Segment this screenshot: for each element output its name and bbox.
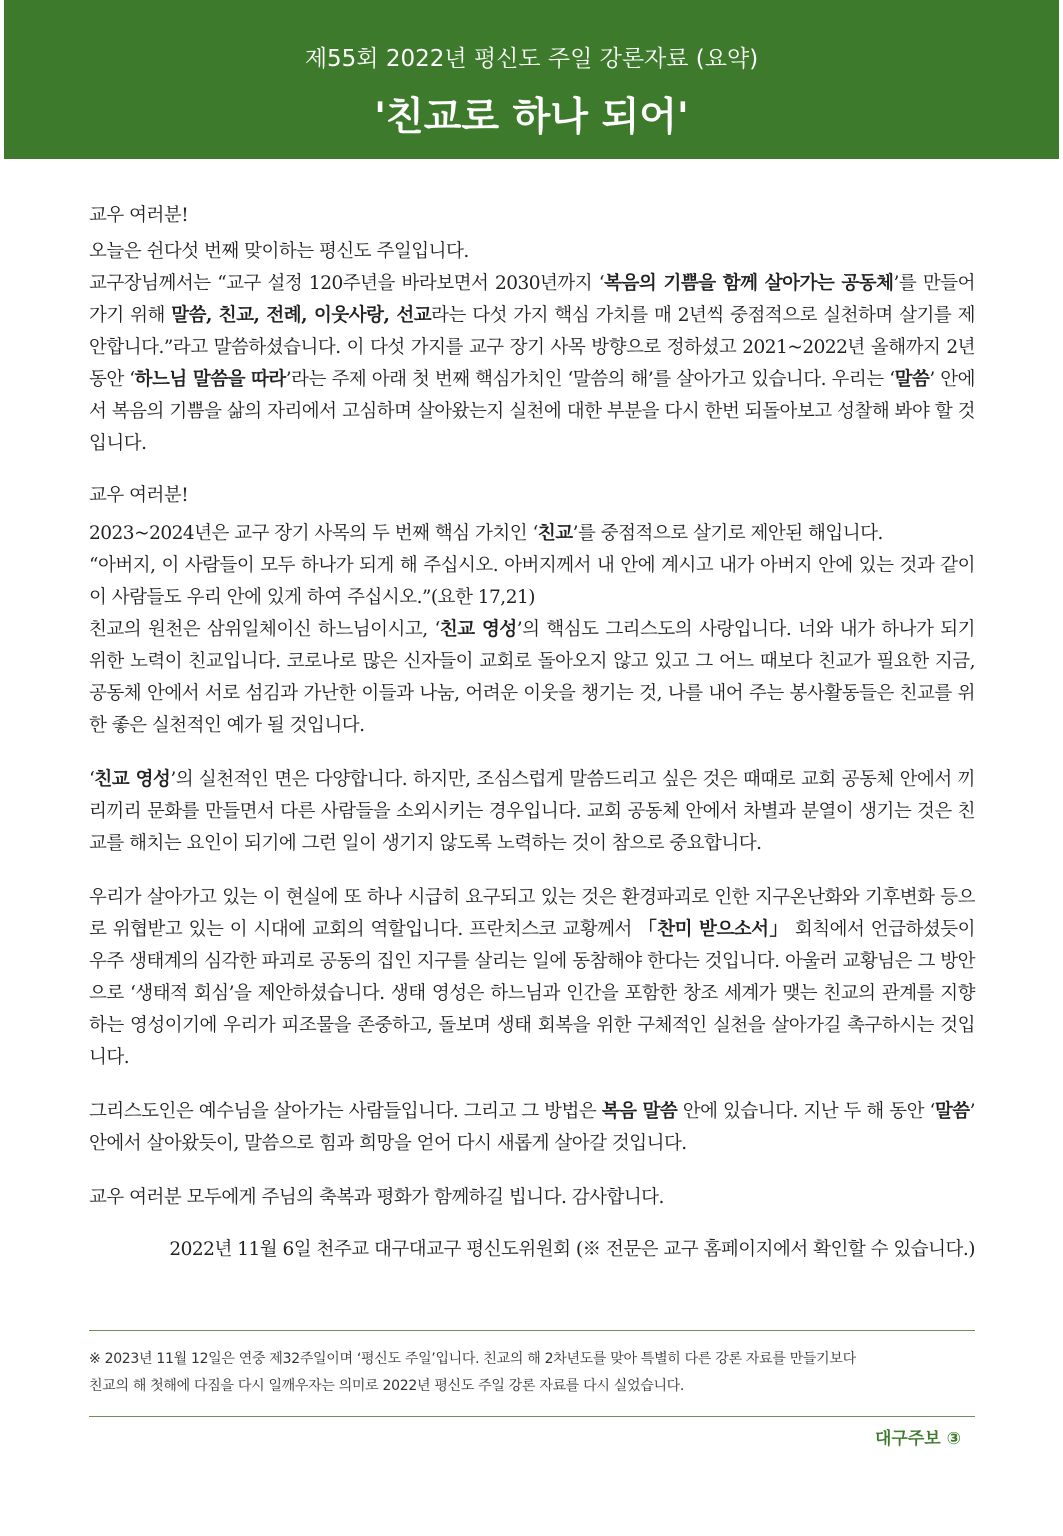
- footnote: [89, 1346, 975, 1400]
- header-banner: [4, 0, 1059, 159]
- paragraph: 그리스도인은 예수님을 살아가는 사람들입니다. 그리고 그 방법은 복음 말씀 안에 있습니다. 지난 두 해 동안 ‘말씀’ 안에서 살아왔듯이, 말씀으로 힘과 희망을 얻어 다시 새롭게 살아갈 것입니다.: [89, 1101, 975, 1154]
- paragraph: 2023~2024년은 교구 장기 사목의 두 번째 핵심 가치인 ‘친교’를 중점적으로 살기로 제안된 해입니다.: [89, 523, 883, 544]
- paragraph: 교구장님께서는 “교구 설정 120주년을 바라보면서 2030년까지 ‘복음의 기쁨을 함께 살아가는 공동체’를 만들어가기 위해 말씀, 친교, 전례, 이웃사랑, 선교라는 다섯 가지 핵심 가치를 매 2년씩 중점적으로 실천하며 살기를 제안합니다.”라고 말씀하셨습니다. 이 다섯 가지를 교구 장기 사목 방향으로 정하셨고 2021~2022년 올해까지 2년 동안 ‘하느님 말씀을 따라’라는 주제 아래 첫 번째 핵심가치인 ‘말씀의 해’를 살아가고 있습니다. 우리는 ‘말씀’ 안에서 복음의 기쁨을 삶의 자리에서 고심하며 살아왔는지 실천에 대한 부분을 다시 한번 되돌아보고 성찰해 봐야 할 것입니다.: [89, 273, 975, 454]
- footnote-line: 친교의 해 첫해에 다짐을 다시 일깨우자는 의미로 2022년 평신도 주일 강론 자료를 다시 실었습니다.: [89, 1378, 685, 1394]
- footnote-line: ※ 2023년 11월 12일은 연중 제32주일이며 ‘평신도 주일’입니다. 친교의 해 2차년도를 맞아 특별히 다른 강론 자료를 만들기보다: [89, 1351, 856, 1367]
- paragraph: 친교의 원천은 삼위일체이신 하느님이시고, ‘친교 영성’의 핵심도 그리스도의 사랑입니다. 너와 내가 하나가 되기 위한 노력이 친교입니다. 코로나로 많은 신자들이 교회로 돌아오지 않고 있고 그 어느 때보다 친교가 필요한 지금, 공동체 안에서 서로 섬김과 가난한 이들과 나눔, 어려운 이웃을 챙기는 것, 나를 내어 주는 봉사활동들은 친교를 위한 좋은 실천적인 예가 될 것입니다.: [89, 619, 975, 736]
- page-label: 대구주보 ③: [875, 1429, 961, 1449]
- header-title: '친교로 하나 되어': [374, 95, 689, 140]
- paragraph: 우리가 살아가고 있는 이 현실에 또 하나 시급히 요구되고 있는 것은 환경파괴로 인한 지구온난화와 기후변화 등으로 위협받고 있는 이 시대에 교회의 역할입니다. 프란치스코 교황께서 「찬미 받으소서」 회칙에서 언급하셨듯이 우주 생태계의 심각한 파괴로 공동의 집인 지구를 살리는 일에 동참해야 한다는 것입니다. 아울러 교황님은 그 방안으로 ‘생태적 회심’을 제안하셨습니다. 생태 영성은 하느님과 인간을 포함한 창조 세계가 맺는 친교의 관계를 지향하는 영성이기에 우리가 피조물을 존중하고, 돌보며 생태 회복을 위한 구체적인 실천을 살아가길 촉구하시는 것입니다.: [89, 887, 975, 1068]
- divider: [89, 1416, 975, 1417]
- scripture-quote: “아버지, 이 사람들이 모두 하나가 되게 해 주십시오. 아버지께서 내 안에 계시고 내가 아버지 안에 있는 것과 같이 이 사람들도 우리 안에 있게 하여 주십시오.”(요한 17,21): [89, 555, 975, 608]
- greeting: 교우 여러분!: [89, 485, 189, 506]
- header-subtitle: 제55회 2022년 평신도 주일 강론자료 (요약): [304, 46, 759, 72]
- paragraph: ‘친교 영성’의 실천적인 면은 다양합니다. 하지만, 조심스럽게 말씀드리고 싶은 것은 때때로 교회 공동체 안에서 끼리끼리 문화를 만들면서 다른 사람들을 소외시키는 경우입니다. 교회 공동체 안에서 차별과 분열이 생기는 것은 친교를 해치는 요인이 되기에 그런 일이 생기지 않도록 노력하는 것이 참으로 중요합니다.: [89, 769, 975, 854]
- divider: [89, 1330, 975, 1331]
- closing: 교우 여러분 모두에게 주님의 축복과 평화가 함께하길 빕니다. 감사합니다.: [89, 1187, 664, 1208]
- greeting: 교우 여러분!: [89, 205, 189, 226]
- signature: 2022년 11월 6일 천주교 대구대교구 평신도위원회 (※ 전문은 교구 홈페이지에서 확인할 수 있습니다.): [169, 1239, 975, 1260]
- paragraph: 오늘은 쉰다섯 번째 맞이하는 평신도 주일입니다.: [89, 241, 469, 262]
- article-body: [89, 200, 975, 1266]
